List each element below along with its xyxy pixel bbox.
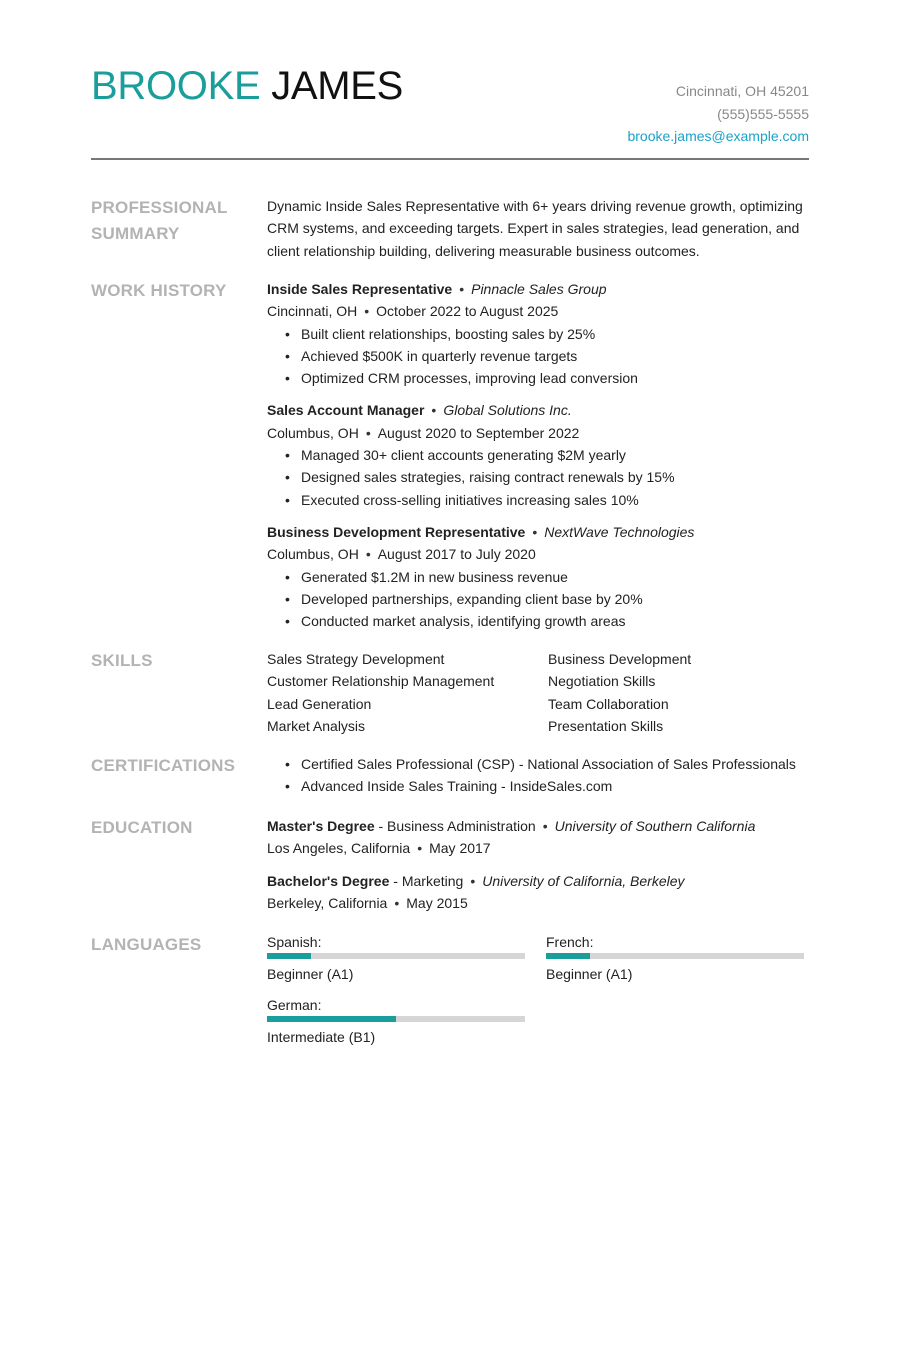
- job-location: Columbus, OH: [267, 546, 359, 563]
- separator-dot: •: [459, 281, 465, 297]
- education-list: [267, 815, 809, 924]
- language-name: German:: [267, 997, 322, 1013]
- job-title: Sales Account Manager: [267, 402, 425, 419]
- job-bullets: [267, 566, 809, 633]
- skill-item: Sales Strategy Development: [267, 651, 445, 667]
- work-history-list: [267, 278, 809, 642]
- language-proficiency-fill: [546, 953, 590, 959]
- education-entry: [267, 815, 809, 860]
- work-history-heading: WORK HISTORY: [91, 281, 227, 300]
- separator-dot: •: [365, 546, 371, 563]
- language-proficiency-fill: [267, 953, 311, 959]
- job-bullet: • Built client relationships, boosting sales by 25%: [285, 323, 809, 345]
- language-entry: [546, 932, 809, 985]
- certifications-list: [267, 753, 809, 798]
- summary-text: Dynamic Inside Sales Representative with 6+ years driving revenue growth, optimizing CRM systems, and exceeding targets. Expert in sales strategies, lead generation, and client relationship building, delivering measurable business outcomes.: [267, 198, 803, 259]
- separator-dot: •: [431, 402, 437, 419]
- skill-item: Business Development: [548, 651, 692, 667]
- first-name: BROOKE: [91, 64, 261, 108]
- job-bullet: • Generated $1.2M in new business revenue: [285, 566, 809, 588]
- job-title: Inside Sales Representative: [267, 281, 453, 297]
- language-level: Beginner (A1): [546, 966, 633, 982]
- job-bullet: • Designed sales strategies, raising contract renewals by 15%: [285, 466, 809, 488]
- resume-header: [91, 62, 809, 142]
- skills-list: [267, 648, 809, 737]
- job-title: Business Development Representative: [267, 523, 526, 540]
- contact-phone: (555)555-5555: [717, 105, 809, 122]
- education-entry: [267, 870, 809, 915]
- language-level: Intermediate (B1): [267, 1029, 376, 1045]
- language-proficiency-fill: [267, 1016, 396, 1022]
- job-bullet: • Conducted market analysis, identifying growth areas: [285, 610, 809, 632]
- language-proficiency-bar: [546, 953, 804, 959]
- certification-item: • Advanced Inside Sales Training - InsideSales.com: [285, 775, 809, 797]
- language-level: Beginner (A1): [267, 966, 354, 982]
- certification-bullets: [267, 753, 809, 798]
- candidate-name: [91, 62, 403, 110]
- school-location: Berkeley, California: [267, 894, 388, 911]
- graduation-date: May 2017: [429, 840, 491, 857]
- degree: Master's Degree: [267, 818, 375, 834]
- language-proficiency-bar: [267, 1016, 525, 1022]
- summary-heading-line1: PROFESSIONAL: [91, 198, 228, 217]
- skills-heading: SKILLS: [91, 651, 153, 670]
- job-bullets: [267, 444, 809, 511]
- job-bullet: • Managed 30+ client accounts generating $2M yearly: [285, 444, 809, 466]
- degree-field: - Marketing: [389, 872, 464, 889]
- job-company: NextWave Technologies: [544, 523, 695, 540]
- education-heading: EDUCATION: [91, 818, 193, 837]
- certifications-heading: CERTIFICATIONS: [91, 756, 236, 775]
- job-bullet: • Achieved $500K in quarterly revenue targets: [285, 345, 809, 367]
- graduation-date: May 2015: [406, 894, 468, 911]
- languages-heading: LANGUAGES: [91, 935, 202, 954]
- contact-email[interactable]: brooke.james@example.com: [627, 128, 809, 144]
- degree: Bachelor's Degree: [267, 872, 390, 889]
- job-dates: October 2022 to August 2025: [376, 303, 559, 320]
- contact-info: [627, 80, 809, 148]
- language-entry: [267, 995, 546, 1048]
- job-dates: August 2017 to July 2020: [377, 546, 536, 563]
- languages-list: [267, 932, 809, 1048]
- separator-dot: •: [470, 872, 476, 889]
- job-dates: August 2020 to September 2022: [377, 424, 580, 441]
- job-entry: [267, 399, 809, 510]
- language-name: Spanish:: [267, 934, 322, 950]
- separator-dot: •: [542, 818, 548, 834]
- separator-dot: •: [417, 840, 423, 857]
- skill-item: Customer Relationship Management: [267, 673, 495, 690]
- skill-item: Lead Generation: [267, 695, 372, 712]
- contact-location: Cincinnati, OH 45201: [675, 83, 809, 99]
- language-entry: [267, 932, 546, 985]
- job-entry: [267, 521, 809, 632]
- job-company: Pinnacle Sales Group: [471, 281, 607, 297]
- school: University of Southern California: [554, 818, 756, 834]
- separator-dot: •: [364, 303, 370, 320]
- last-name: JAMES: [271, 64, 404, 108]
- job-company: Global Solutions Inc.: [443, 402, 572, 419]
- skill-item: Negotiation Skills: [548, 673, 656, 690]
- separator-dot: •: [394, 894, 400, 911]
- job-location: Columbus, OH: [267, 424, 359, 441]
- job-bullet: • Executed cross-selling initiatives increasing sales 10%: [285, 489, 809, 511]
- language-proficiency-bar: [267, 953, 525, 959]
- summary-heading-line2: SUMMARY: [91, 224, 180, 243]
- summary-heading: [91, 195, 241, 247]
- degree-field: - Business Administration: [374, 818, 536, 834]
- job-location: Cincinnati, OH: [267, 303, 358, 320]
- header-divider: [91, 158, 809, 160]
- separator-dot: •: [532, 523, 538, 540]
- separator-dot: •: [365, 424, 371, 441]
- skill-item: Team Collaboration: [548, 695, 669, 712]
- skill-item: Presentation Skills: [548, 717, 664, 734]
- job-entry: [267, 278, 809, 389]
- school-location: Los Angeles, California: [267, 840, 411, 857]
- job-bullet: • Optimized CRM processes, improving lead conversion: [285, 367, 809, 389]
- certification-item: • Certified Sales Professional (CSP) - National Association of Sales Professionals: [285, 753, 809, 775]
- skill-item: Market Analysis: [267, 717, 366, 734]
- job-bullets: [267, 323, 809, 390]
- language-name: French:: [546, 934, 594, 950]
- job-bullet: • Developed partnerships, expanding client base by 20%: [285, 588, 809, 610]
- school: University of California, Berkeley: [482, 872, 685, 889]
